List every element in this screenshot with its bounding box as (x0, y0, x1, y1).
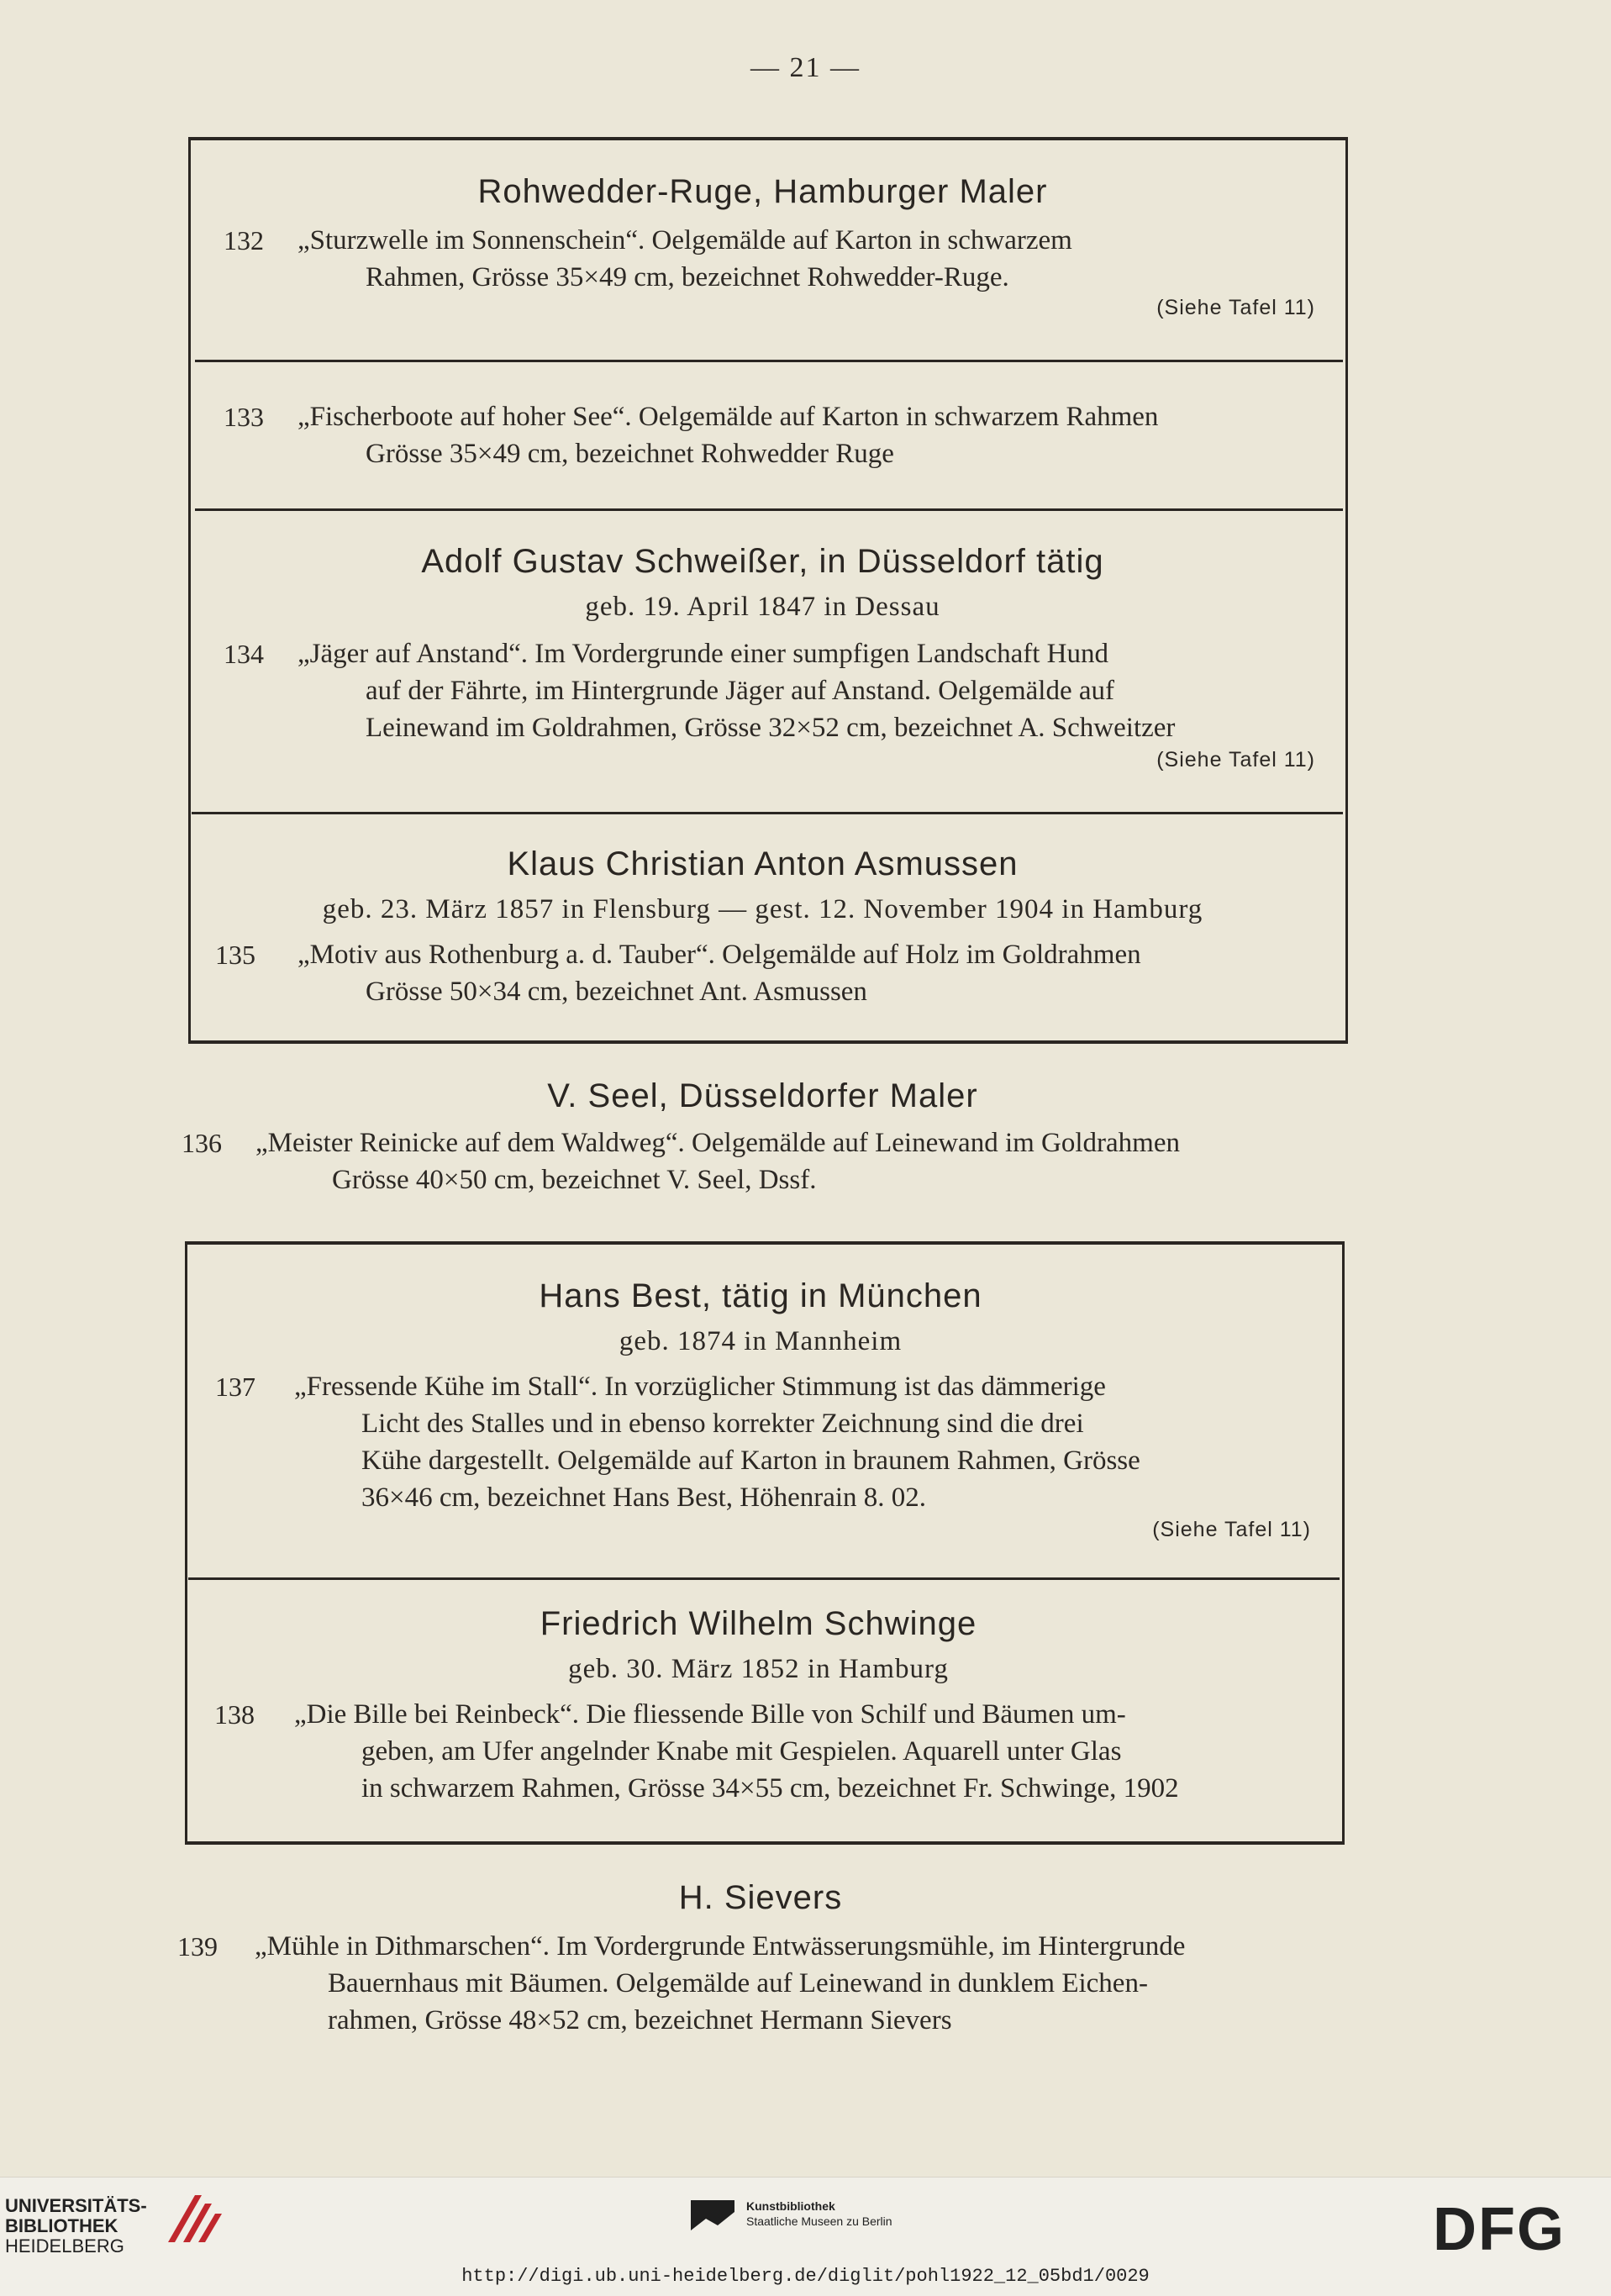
lot-line: „Motiv aus Rothenburg a. d. Tauber“. Oelgemälde auf Holz im Goldrahmen (297, 940, 1141, 970)
separator-line (188, 1577, 1340, 1580)
ub-logo-line: BIBLIOTHEK (5, 2215, 118, 2236)
lot-number: 134 (224, 639, 264, 669)
lot-line: „Mühle in Dithmarschen“. Im Vordergrunde Entwässerungsmühle, im Hintergrunde (255, 1931, 1186, 1962)
catalog-entry-136 (176, 1074, 1349, 1209)
artist-bio: geb. 23. März 1857 in Flensburg — gest. 12. November 1904 in Hamburg (322, 894, 1203, 924)
lot-number: 138 (214, 1699, 255, 1730)
dfg-logo: DFG (1433, 2196, 1566, 2263)
artist-heading: Hans Best, tätig in München (539, 1277, 982, 1314)
lot-line: „Fressende Kühe im Stall“. In vorzüglicher Stimmung ist das dämmerige (294, 1372, 1106, 1402)
separator-line (192, 812, 1343, 814)
lot-line: geben, am Ufer angelnder Knabe mit Gespielen. Aquarell unter Glas (361, 1736, 1122, 1767)
catalog-entry-139 (172, 1879, 1349, 2056)
catalog-entry-135 (210, 840, 1315, 1017)
artist-heading: V. Seel, Düsseldorfer Maler (547, 1077, 978, 1114)
ub-logo-line: UNIVERSITÄTS- (5, 2195, 147, 2216)
artist-heading: H. Sievers (678, 1879, 843, 1916)
lot-line: Kühe dargestellt. Oelgemälde auf Karton in braunem Rahmen, Grösse (361, 1446, 1140, 1476)
artist-heading: Friedrich Wilhelm Schwinge (540, 1605, 977, 1642)
catalog-entry-133 (210, 395, 1315, 479)
lot-line: „Fischerboote auf hoher See“. Oelgemälde auf Karton in schwarzem Rahmen (297, 402, 1159, 432)
lot-number: 136 (182, 1128, 222, 1158)
lot-number: 139 (177, 1931, 218, 1962)
plate-reference: (Siehe Tafel 11) (1152, 1518, 1311, 1541)
catalog-entry-138 (206, 1605, 1311, 1815)
page-number: — 21 — (750, 52, 861, 83)
lot-line: „Jäger auf Anstand“. Im Vordergrunde einer sumpfigen Landschaft Hund (297, 639, 1108, 669)
separator-line (195, 508, 1343, 511)
kb-subtitle: Staatliche Museen zu Berlin (746, 2214, 892, 2228)
ub-emblem-icon (161, 2190, 229, 2249)
catalog-entry-132 (210, 168, 1315, 336)
lot-line: „Die Bille bei Reinbeck“. Die fliessende Bille von Schilf und Bäumen um- (294, 1699, 1126, 1730)
artist-heading: Adolf Gustav Schweißer, in Düsseldorf tätig (421, 543, 1104, 580)
artist-heading: Klaus Christian Anton Asmussen (507, 845, 1019, 882)
artist-bio: geb. 19. April 1847 in Dessau (585, 592, 940, 622)
kunstbibliothek-label (746, 2199, 892, 2229)
lot-line: „Sturzwelle im Sonnenschein“. Oelgemälde auf Karton in schwarzem (297, 225, 1072, 255)
lot-line: „Meister Reinicke auf dem Waldweg“. Oelgemälde auf Leinewand im Goldrahmen (255, 1128, 1180, 1158)
lot-line: Grösse 50×34 cm, bezeichnet Ant. Asmussen (366, 977, 867, 1007)
plate-reference: (Siehe Tafel 11) (1156, 748, 1315, 771)
lot-line: Grösse 40×50 cm, bezeichnet V. Seel, Dssf. (332, 1165, 817, 1195)
kunstbibliothek-logo-icon (687, 2197, 738, 2247)
lot-line: 36×46 cm, bezeichnet Hans Best, Höhenrain 8. 02. (361, 1482, 927, 1513)
lot-line: Bauernhaus mit Bäumen. Oelgemälde auf Leinewand in dunklem Eichen- (328, 1968, 1148, 1998)
catalog-entry-137 (210, 1277, 1311, 1555)
separator-line (195, 360, 1343, 362)
lot-number: 135 (215, 940, 255, 970)
lot-line: rahmen, Grösse 48×52 cm, bezeichnet Hermann Sievers (328, 2005, 952, 2035)
permalink-url[interactable]: http://digi.ub.uni-heidelberg.de/diglit/pohl1922_12_05bd1/0029 (461, 2266, 1150, 2287)
plate-reference: (Siehe Tafel 11) (1156, 296, 1315, 319)
lot-line: Grösse 35×49 cm, bezeichnet Rohwedder Ruge (366, 439, 894, 469)
ub-logo-line: HEIDELBERG (5, 2235, 124, 2257)
catalog-entry-134 (210, 538, 1315, 790)
kb-title: Kunstbibliothek (746, 2199, 835, 2213)
lot-number: 133 (224, 402, 264, 432)
lot-line: Rahmen, Grösse 35×49 cm, bezeichnet Rohwedder-Ruge. (366, 262, 1009, 292)
lot-line: Licht des Stalles und in ebenso korrekter Zeichnung sind die drei (361, 1409, 1084, 1439)
artist-heading: Rohwedder-Ruge, Hamburger Maler (477, 173, 1048, 210)
artist-bio: geb. 1874 in Mannheim (619, 1326, 903, 1356)
lot-number: 132 (224, 225, 264, 255)
artist-bio: geb. 30. März 1852 in Hamburg (568, 1654, 949, 1684)
lot-line: in schwarzem Rahmen, Grösse 34×55 cm, bezeichnet Fr. Schwinge, 1902 (361, 1773, 1179, 1804)
lot-line: auf der Fährte, im Hintergrunde Jäger auf Anstand. Oelgemälde auf (366, 676, 1114, 706)
ub-heidelberg-logo (5, 2196, 147, 2257)
lot-line: Leinewand im Goldrahmen, Grösse 32×52 cm, bezeichnet A. Schweitzer (366, 713, 1176, 743)
lot-number: 137 (215, 1372, 255, 1402)
